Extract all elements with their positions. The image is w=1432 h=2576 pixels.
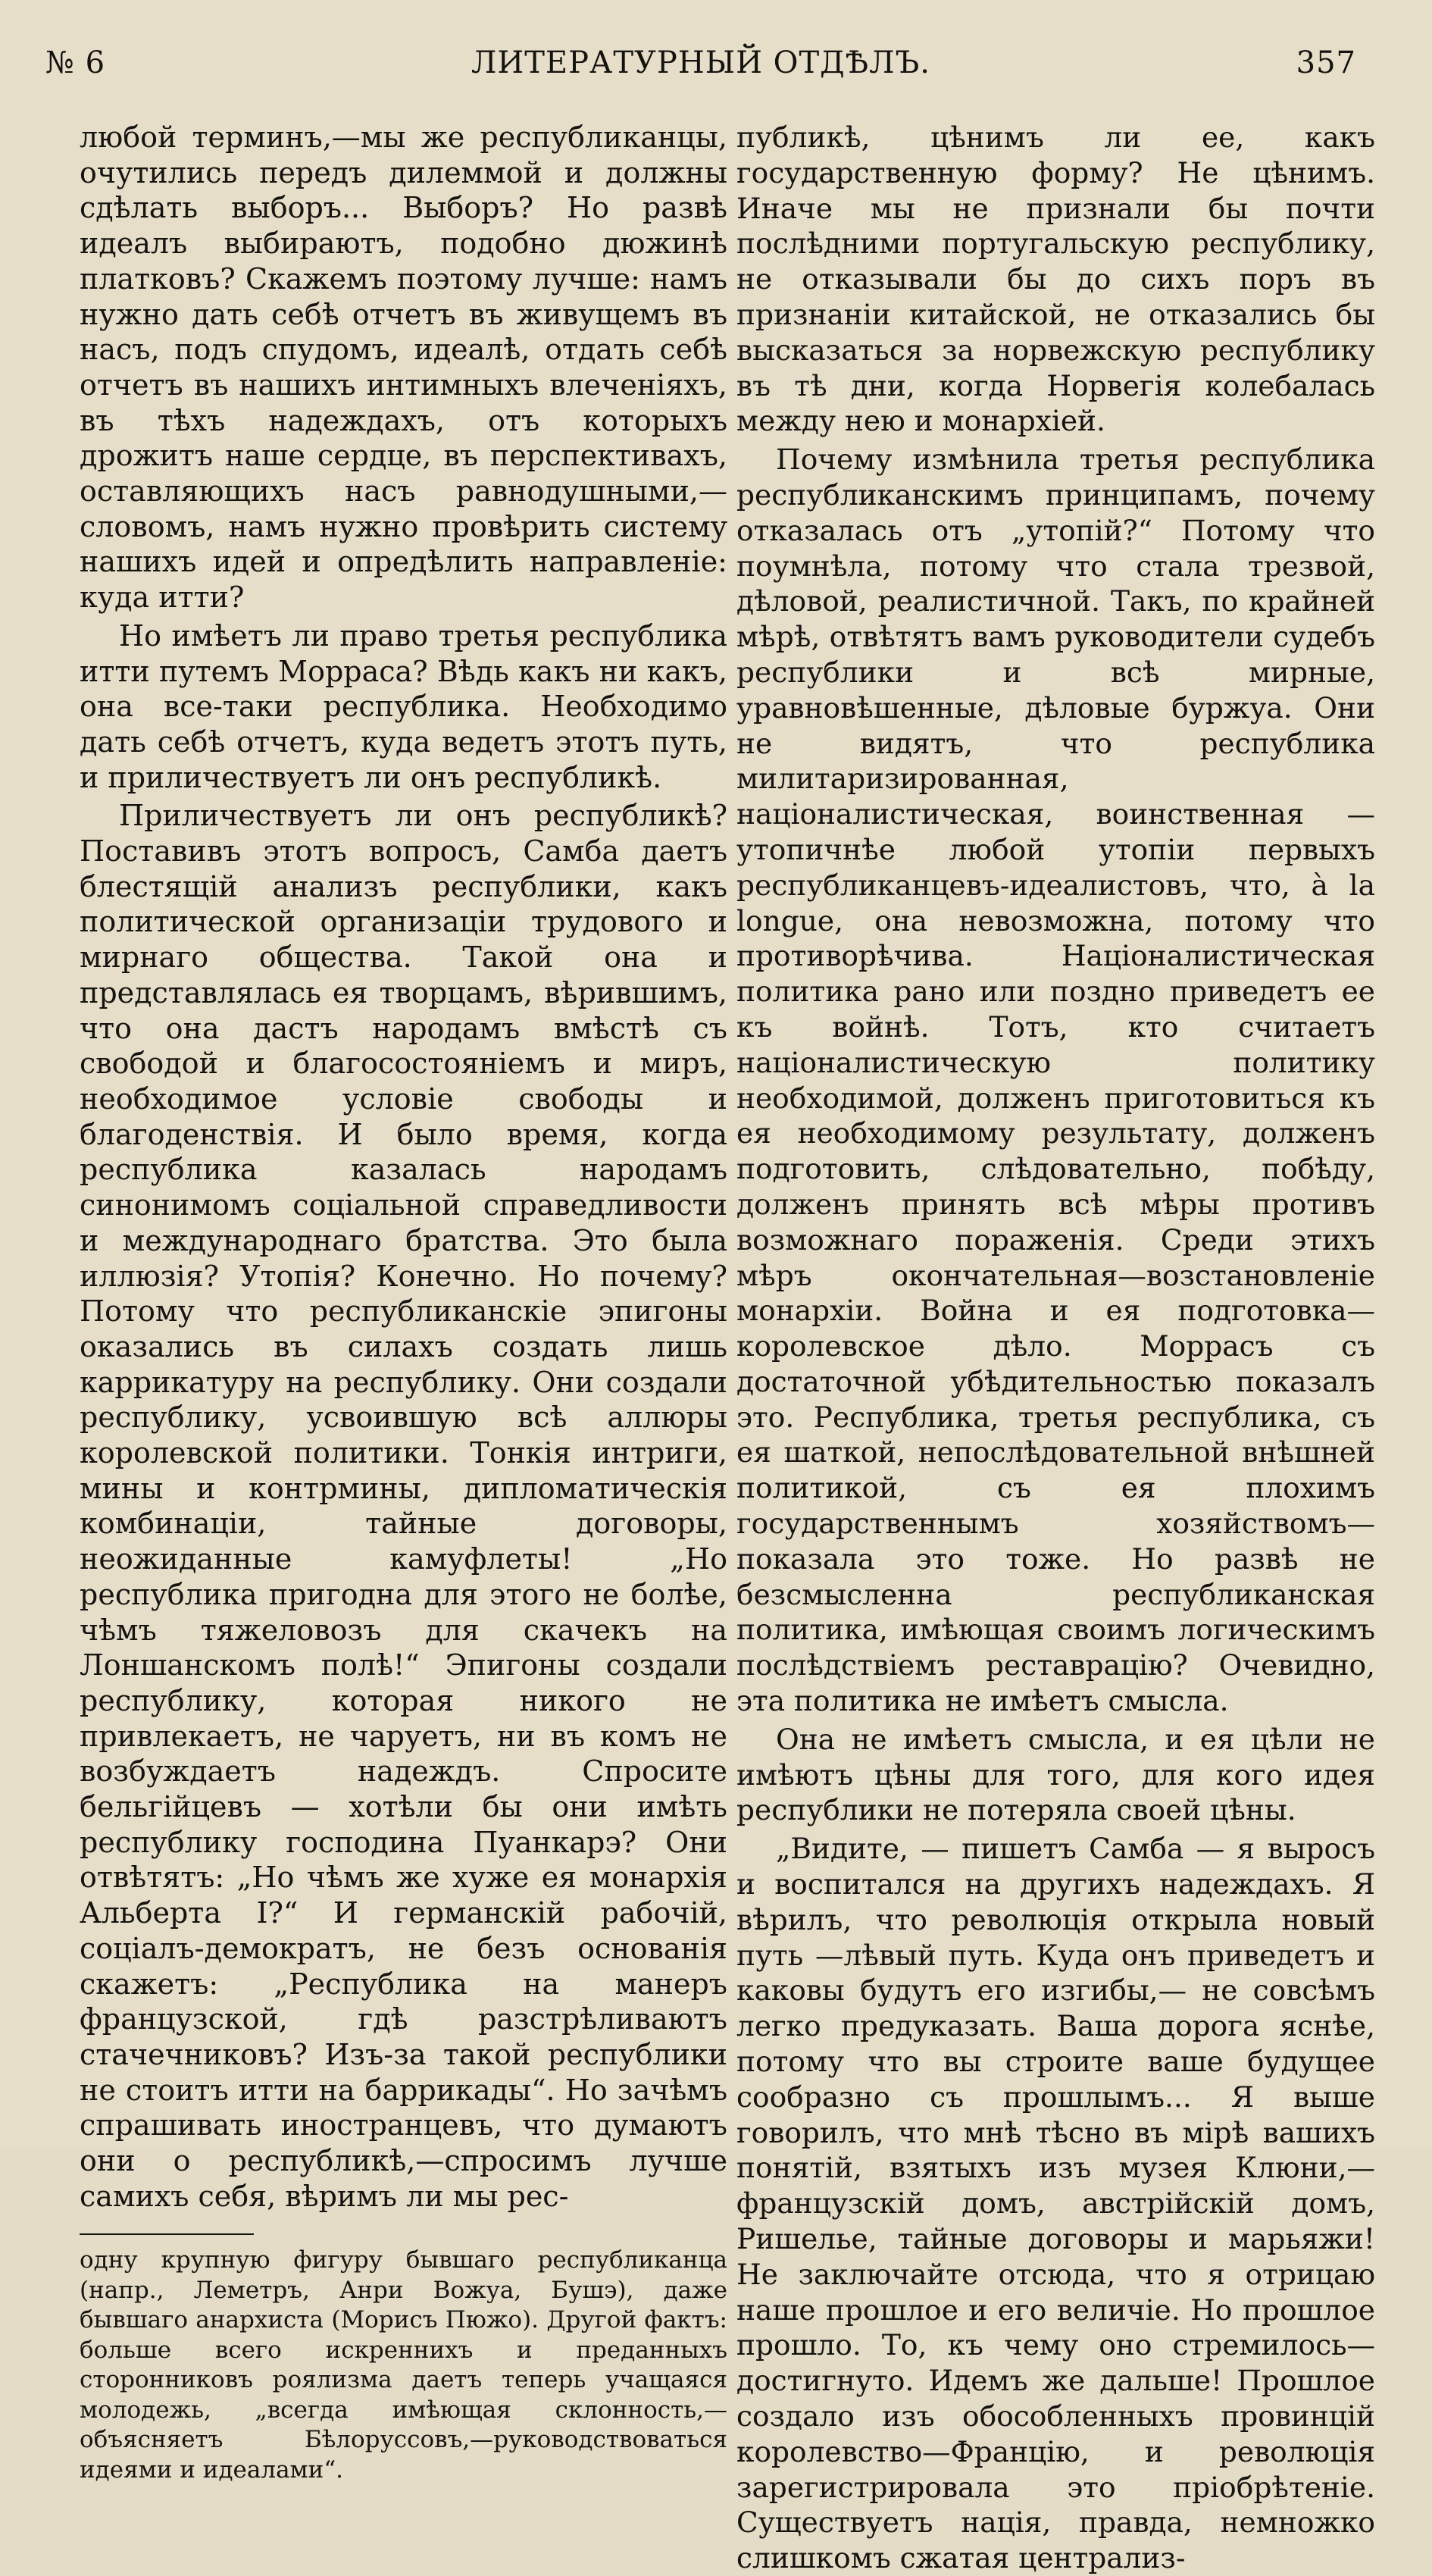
paragraph: Она не имѣетъ смысла, и ея цѣли не имѣютъ цѣны для того, для кого идея республики не потеряла своей цѣны.	[736, 1722, 1375, 1827]
paragraph: „Видите, — пишетъ Самба — я выросъ и воспитался на другихъ надеждахъ. Я вѣрилъ, что революція открыла новый путь —лѣвый путь. Куда онъ приведетъ и каковы будутъ его изгибы,— не совсѣмъ легко предуказать. Ваша дорога яснѣе, потому что вы строите ваше будущее сообразно съ прошлымъ... Я выше говорилъ, что мнѣ тѣсно въ мірѣ вашихъ понятій, взятыхъ изъ музея Клюни,—французскій домъ, австрійскій домъ, Ришелье, тайные договоры и марьяжи! Не заключайте отсюда, что я отрицаю наше прошлое и его величіе. Но прошлое прошло. То, къ чему оно стремилось—достигнуто. Идемъ же дальше! Прошлое создало изъ обособленныхъ провинцій королевство—Францію, и революція зарегистрировала это пріобрѣтеніе. Существуетъ нація, правда, немножко слишкомъ сжатая централиз-	[736, 1832, 1375, 2575]
page-number: 357	[1296, 45, 1356, 80]
paragraph: Почему измѣнила третья республика республиканскимъ принципамъ, почему отказалась отъ „утопій?“ Потому что поумнѣла, потому что стала трезвой, дѣловой, реалистичной. Такъ, по крайней мѣрѣ, отвѣтятъ вамъ руководители судебъ республики и всѣ мирные, уравновѣшенные, дѣловые буржуа. Они не видятъ, что республика милитаризированная, націоналистическая, воинственная — утопичнѣе любой утопіи первыхъ республиканцевъ-идеалистовъ, что, à la longue, она невозможна, потому что противорѣчива. Націоналистическая политика рано или поздно приведетъ ее къ войнѣ. Тотъ, кто считаетъ націоналистическую политику необходимой, долженъ приготовиться къ ея необходимому результату, долженъ подготовить, слѣдовательно, побѣду, долженъ принять всѣ мѣры противъ возможнаго пораженія. Среди этихъ мѣръ окончательная—возстановленіе монархіи. Война и ея подготовка—королевское дѣло. Моррасъ съ достаточной убѣдительностью показалъ это. Республика, третья республика, съ ея шаткой, непослѣдовательной внѣшней политикой, съ ея плохимъ государственнымъ хозяйствомъ—показала это тоже. Но развѣ не безсмысленна республиканская политика, имѣющая своимъ логическимъ послѣдствіемъ реставрацію? Очевидно, эта политика не имѣетъ смысла.	[736, 443, 1375, 1718]
left-column	[80, 120, 727, 2485]
footnote: одну крупную фигуру бывшаго республиканца (напр., Леметръ, Анри Вожуа, Бушэ), даже бывшаго анархиста (Морисъ Пюжо). Другой фактъ: больше всего искреннихъ и преданныхъ сторонниковъ роялизма даетъ теперь учащаяся молодежь, „всегда имѣющая склонность,—объясняетъ Бѣлоруссовъ,—руководствоваться идеями и идеалами“.	[80, 2246, 727, 2484]
paragraph: публикѣ, цѣнимъ ли ее, какъ государственную форму? Не цѣнимъ. Иначе мы не признали бы почти послѣдними португальскую республику, не отказывали бы до сихъ поръ въ признаніи китайской, не отказались бы высказаться за норвежскую республику въ тѣ дни, когда Норвегія колебалась между нею и монархіей.	[736, 121, 1375, 438]
running-title: ЛИТЕРАТУРНЫЙ ОТДѢЛЪ.	[471, 45, 930, 80]
paragraph: Приличествуетъ ли онъ республикѣ? Поставивъ этотъ вопросъ, Самба даетъ блестящій анализъ республики, какъ политической организаціи трудового и мирнаго общества. Такой она и представлялась ея творцамъ, вѣрившимъ, что она дастъ народамъ вмѣстѣ съ свободой и благосостояніемъ и миръ, необходимое условіе свободы и благоденствія. И было время, когда республика казалась народамъ синонимомъ соціальной справедливости и международнаго братства. Это была иллюзія? Утопія? Конечно. Но почему? Потому что республиканскіе эпигоны оказались въ силахъ создать лишь каррикатуру на республику. Они создали республику, усвоившую всѣ аллюры королевской политики. Тонкія интриги, мины и контрмины, дипломатическія комбинаціи, тайные договоры, неожиданные камуфлеты! „Но республика пригодна для этого не болѣе, чѣмъ тяжеловозъ для скачекъ на Лоншанскомъ полѣ!“ Эпигоны создали республику, которая никого не привлекаетъ, не чаруетъ, ни въ комъ не возбуждаетъ надеждъ. Спросите бельгійцевъ — хотѣли бы они имѣть республику господина Пуанкарэ? Они отвѣтятъ: „Но чѣмъ же хуже ея монархія Альберта I?“ И германскій рабочій, соціалъ-демократъ, не безъ основанія скажетъ: „Республика на манеръ французской, гдѣ разстрѣливаютъ стачечниковъ? Изъ-за такой республики не стоитъ итти на баррикады“. Но зачѣмъ спрашивать иностранцевъ, что думаютъ они о республикѣ,—спросимъ лучше самихъ себя, вѣримъ ли мы рес-	[80, 799, 727, 2213]
paragraph: любой терминъ,—мы же республиканцы, очутились передъ дилеммой и должны сдѣлать выборъ... Выборъ? Но развѣ идеалъ выбираютъ, подобно дюжинѣ платковъ? Скажемъ поэтому лучше: намъ нужно дать себѣ отчетъ въ живущемъ въ насъ, подъ спудомъ, идеалѣ, отдать себѣ отчетъ въ нашихъ интимныхъ влеченіяхъ, въ тѣхъ надеждахъ, отъ которыхъ дрожитъ наше сердце, въ перспективахъ, оставляющихъ насъ равнодушными,—словомъ, намъ нужно провѣрить систему нашихъ идей и опредѣлить направленіе: куда итти?	[80, 121, 727, 615]
right-column	[736, 120, 1375, 2576]
paragraph: Но имѣетъ ли право третья республика итти путемъ Морраса? Вѣдь какъ ни какъ, она все-таки республика. Необходимо дать себѣ отчетъ, куда ведетъ этотъ путь, и приличествуетъ ли онъ республикѣ.	[80, 618, 727, 794]
issue-number: № 6	[45, 45, 106, 80]
page-header	[45, 45, 1356, 91]
footnote-divider	[80, 2233, 254, 2235]
